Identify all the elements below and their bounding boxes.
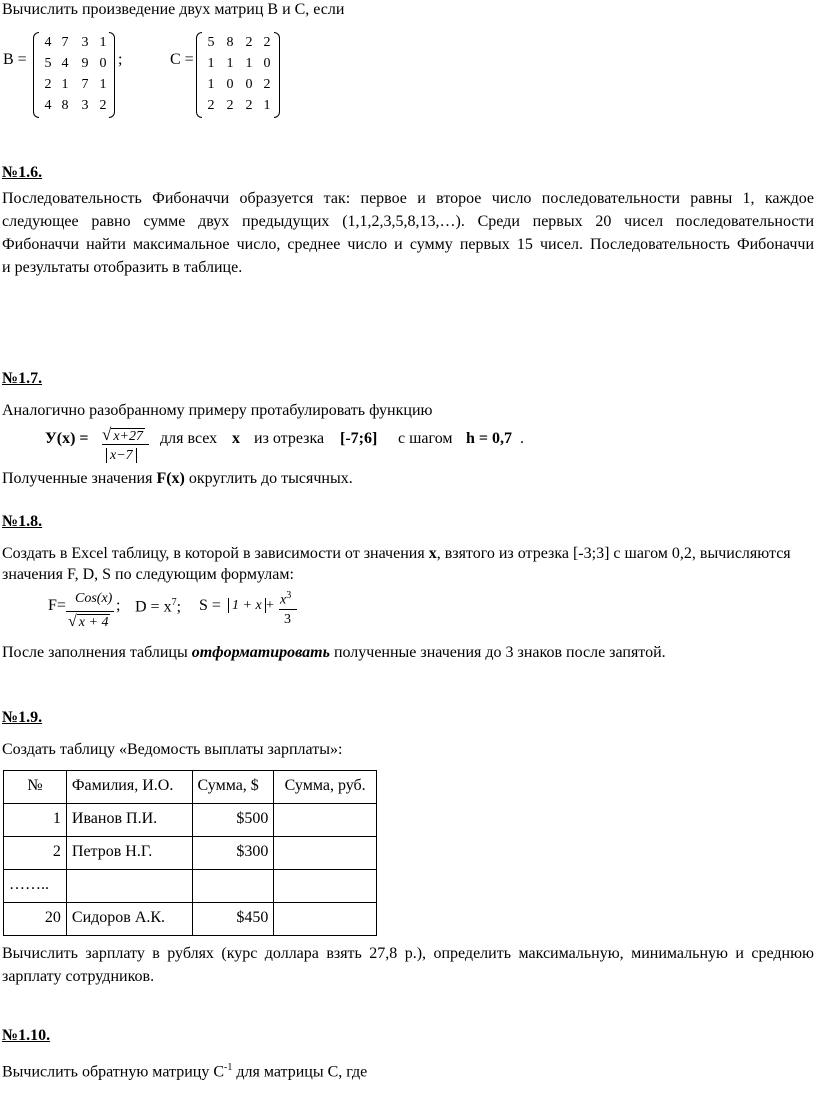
task-1-8-line1: [2, 545, 791, 563]
intro-text: Вычислить произведение двух матриц B и C, если: [2, 1, 345, 18]
formula-f-fraction-bar: [66, 611, 114, 612]
matrix-cell: 9: [81, 56, 89, 71]
matrix-c-left-bracket: [196, 32, 202, 118]
matrix-cell: 1: [99, 35, 107, 50]
task-1-8-line2: значения F, D, S по следующим формулам:: [2, 566, 294, 583]
function-denominator: [106, 448, 137, 464]
matrix-cell: 2: [99, 98, 107, 113]
matrix-cell: 3: [81, 98, 89, 113]
matrix-cell: 1: [245, 56, 253, 71]
formula-f-denominator: √ x + 4: [68, 613, 109, 630]
function-numerator-radicand: x+27: [113, 429, 144, 444]
step-dot: .: [520, 430, 524, 447]
matrix-cell: 0: [99, 56, 107, 71]
from-segment-text: из отрезка: [254, 430, 325, 447]
formula-f-label: F=: [48, 597, 66, 614]
paragraph-1-9-line: зарплату сотрудников.: [2, 968, 155, 985]
matrix-cell: 2: [207, 98, 215, 113]
line1-pre: Создать в Excel таблицу, в которой в зависимости от значения: [2, 545, 429, 562]
matrix-cell: 5: [44, 56, 52, 71]
table-header-row: [4, 771, 377, 804]
matrix-cell: 2: [44, 77, 52, 92]
formula-s-numerator-exp: 3: [286, 590, 292, 601]
formula-d-semicolon: ;: [176, 598, 182, 616]
table-row: [4, 903, 377, 936]
table-cell: [274, 903, 377, 936]
matrix-cell: 2: [263, 35, 271, 50]
table-cell: 20: [4, 903, 67, 936]
line1-post: , взятого из отрезка [-3;3] с шагом 0,2, вычисляются: [436, 545, 791, 562]
formula-f-semicolon: ;: [116, 597, 121, 614]
paragraph-1-6-line: Последовательность Фибоначчи образуется так: первое и второе число последовательности равны 1, каждое: [2, 190, 814, 207]
formula-s-plus: +: [266, 598, 274, 613]
line1-x: x: [428, 545, 437, 562]
function-numerator: √ x+27: [102, 425, 144, 444]
matrix-b-semicolon: ;: [118, 51, 123, 68]
matrix-cell: 0: [245, 77, 253, 92]
matrix-cell: 7: [81, 77, 89, 92]
formula-s-abs-value: 1 + x: [228, 598, 266, 613]
table-cell: [192, 870, 274, 903]
table-cell: [274, 837, 377, 870]
table-row: [4, 870, 377, 903]
paragraph-1-9-after: [2, 942, 814, 988]
table-cell: $300: [192, 837, 274, 870]
table-cell: Сидоров А.К.: [66, 903, 192, 936]
formula-d: [135, 597, 181, 616]
table-cell: Иванов П.И.: [66, 804, 192, 837]
matrix-cell: 2: [226, 98, 234, 113]
after-pre: После заполнения таблицы: [2, 644, 192, 661]
table-cell: [66, 870, 192, 903]
table-cell: Петров Н.Г.: [66, 837, 192, 870]
heading-1-10: №1.10.: [2, 1027, 51, 1044]
variable-x: x: [232, 430, 240, 447]
heading-1-6: №1.6.: [2, 164, 43, 181]
round-fx: F(x): [156, 470, 185, 487]
matrix-cell: 1: [207, 56, 215, 71]
formula-s-denominator: 3: [284, 612, 291, 627]
matrix-cell: 2: [245, 35, 253, 50]
matrix-b-label: B =: [3, 51, 27, 68]
table-row: [4, 804, 377, 837]
task-1-7-line1: Аналогично разобранному примеру протабулировать функцию: [2, 402, 433, 419]
matrix-cell: 0: [263, 56, 271, 71]
table-header-cell: Сумма, $: [192, 771, 274, 804]
formula-s-abs: [228, 598, 266, 614]
matrix-cell: 8: [226, 35, 234, 50]
table-cell: $500: [192, 804, 274, 837]
after-italic: отформатировать: [191, 644, 330, 661]
formula-s-fraction-bar: [279, 609, 297, 610]
formula-s-label: S =: [199, 597, 221, 614]
for-all-text: для всех: [160, 430, 218, 447]
matrix-cell: 1: [99, 77, 107, 92]
formula-d-exponent: 7: [171, 597, 177, 608]
salary-table: [3, 770, 377, 936]
table-cell: 1: [4, 804, 67, 837]
matrix-c-right-bracket: [274, 32, 280, 118]
matrix-cell: 7: [61, 35, 69, 50]
table-cell: [274, 870, 377, 903]
matrix-cell: 1: [207, 77, 215, 92]
matrix-cell: 0: [226, 77, 234, 92]
matrix-cell: 8: [61, 98, 69, 113]
formula-d-text: D = x: [135, 598, 172, 616]
paragraph-1-6: [2, 187, 814, 279]
line-post: для матрицы C, где: [232, 1063, 368, 1081]
table-header-cell: Сумма, руб.: [274, 771, 377, 804]
heading-1-7: №1.7.: [2, 370, 43, 387]
table-cell: $450: [192, 903, 274, 936]
round-pre: Полученные значения: [2, 470, 157, 487]
table-header-cell: №: [4, 771, 67, 804]
formula-s-numerator: [280, 590, 291, 609]
matrix-cell: 2: [263, 77, 271, 92]
matrix-cell: 5: [207, 35, 215, 50]
task-1-7-round: [2, 470, 353, 488]
function-denominator-abs: x−7: [106, 448, 137, 463]
matrix-cell: 4: [61, 56, 69, 71]
paragraph-1-6-line: Фибоначчи найти максимальное число, среднее число и сумму первых 15 чисел. Последовательность Фибоначчи: [2, 236, 814, 253]
function-fraction-bar: [102, 444, 149, 445]
paragraph-1-6-line: следующее равно сумме двух предыдущих (1,1,2,3,5,8,13,…). Среди первых 20 чисел последовательности: [2, 213, 814, 230]
matrix-c-label: C =: [170, 51, 194, 68]
heading-1-8: №1.8.: [2, 513, 43, 530]
table-row: [4, 837, 377, 870]
matrix-cell: 1: [226, 56, 234, 71]
formula-s-numerator-base: x: [280, 592, 287, 608]
matrix-cell: 1: [61, 77, 69, 92]
matrix-cell: 1: [263, 98, 271, 113]
line-sup: -1: [224, 1062, 233, 1073]
with-step-text: с шагом: [398, 430, 453, 447]
table-cell: ……..: [4, 870, 67, 903]
matrix-cell: 2: [245, 98, 253, 113]
matrix-b: [33, 32, 115, 116]
line-pre: Вычислить обратную матрицу C: [2, 1063, 224, 1081]
step-value: h = 0,7: [466, 430, 513, 447]
formula-f-numerator: Cos(x): [75, 591, 113, 606]
matrix-c: [196, 32, 280, 116]
matrix-cell: 4: [44, 35, 52, 50]
task-1-9-line1: Создать таблицу «Ведомость выплаты зарплаты»:: [2, 741, 343, 758]
table-cell: [274, 804, 377, 837]
paragraph-1-9-line: Вычислить зарплату в рублях (курс доллара взять 27,8 р.), определить максимальную, минимальную и среднюю: [2, 945, 814, 962]
matrix-cell: 3: [81, 35, 89, 50]
function-label: У(x) =: [45, 430, 89, 447]
heading-1-9: №1.9.: [2, 709, 43, 726]
table-header-cell: Фамилия, И.О.: [66, 771, 192, 804]
task-1-8-after: [2, 644, 666, 662]
segment-value: [-7;6]: [340, 430, 378, 447]
after-post: полученные значения до 3 знаков после запятой.: [329, 644, 666, 661]
matrix-cell: 4: [44, 98, 52, 113]
formula-f-radicand: x + 4: [78, 615, 109, 630]
task-1-10-line: [2, 1062, 367, 1081]
table-cell: 2: [4, 837, 67, 870]
round-post: округлить до тысячных.: [184, 470, 353, 487]
matrix-b-left-bracket: [33, 32, 39, 118]
paragraph-1-6-line: и результаты отобразить в таблице.: [2, 259, 243, 276]
